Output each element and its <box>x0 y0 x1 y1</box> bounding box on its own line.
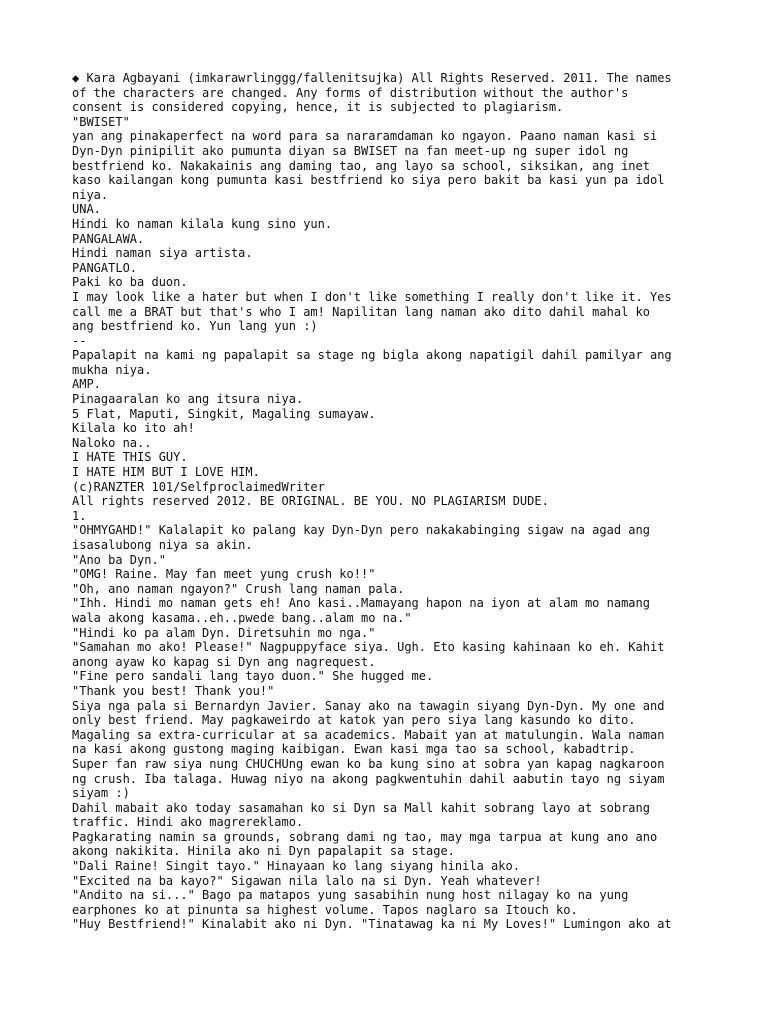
text-line: I HATE HIM BUT I LOVE HIM. <box>72 465 260 480</box>
text-line: Siya nga pala si Bernardyn Javier. Sanay ako na tawagin siyang Dyn-Dyn. My one and <box>72 698 665 713</box>
text-line: (c)RANZTER 101/SelfproclaimedWriter <box>72 479 325 494</box>
text-line: "Andito na si..." Bago pa matapos yung sasabihin nung host nilagay ko na yung <box>72 888 629 903</box>
text-line: "Fine pero sandali lang tayo duon." She hugged me. <box>72 669 434 684</box>
text-line: ang bestfriend ko. Yun lang yun :) <box>72 319 318 334</box>
text-line: call me a BRAT but that's who I am! Napilitan lang naman ako dito dahil mahal ko <box>72 304 650 319</box>
text-line: Super fan raw siya nung CHUCHUng ewan ko ba kung sino at sobra yan kapag nagkaroon <box>72 756 665 771</box>
text-line: "Dali Raine! Singit tayo." Hinayaan ko lang siyang hinila ako. <box>72 859 520 874</box>
text-line: ◆ Kara Agbayani (imkarawrlinggg/fallenitsujka) All Rights Reserved. 2011. The names <box>72 71 672 85</box>
text-line: PANGALAWA. <box>72 231 145 246</box>
text-line: isasalubong niya sa akin. <box>72 538 253 552</box>
text-line: "Hindi ko pa alam Dyn. Diretsuhin mo nga." <box>72 625 376 640</box>
text-line: I HATE THIS GUY. <box>72 450 188 465</box>
text-line: "Oh, ano naman ngayon?" Crush lang naman pala. <box>72 581 405 596</box>
text-line: Pagkarating namin sa grounds, sobrang dami ng tao, may mga tarpua at kung ano ano <box>72 829 658 844</box>
text-line: na kasi akong gustong maging kaibigan. Ewan kasi mga tao sa school, kabadtrip. <box>72 742 636 757</box>
text-line: -- <box>72 333 87 348</box>
text-line: "Huy Bestfriend!" Kinalabit ako ni Dyn. "Tinatawag ka ni My Loves!" Lumingon ako at <box>72 917 672 932</box>
text-line: earphones ko at pinunta sa highest volume. Tapos naglaro sa Itouch ko. <box>72 902 578 917</box>
text-line: "OHMYGAHD!" Kalalapit ko palang kay Dyn-Dyn pero nakakabinging sigaw na agad ang <box>72 523 650 538</box>
text-line: Hindi naman siya artista. <box>72 246 253 261</box>
text-line: bestfriend ko. Nakakainis ang daming tao, ang layo sa school, siksikan, ang inet <box>72 158 650 173</box>
text-line: kaso kailangan kong pumunta kasi bestfriend ko siya pero bakit ba kasi yun pa idol <box>72 173 665 188</box>
text-line: akong nakikita. Hinila ako ni Dyn papalapit sa stage. <box>72 844 455 859</box>
text-line: "Ano ba Dyn." <box>72 552 166 567</box>
text-line: "Excited na ba kayo?" Sigawan nila lalo na si Dyn. Yeah whatever! <box>72 873 542 888</box>
text-line: only best friend. May pagkaweirdo at katok yan pero siya lang kasundo ko dito. <box>72 713 636 728</box>
text-line: PANGATLO. <box>72 260 138 275</box>
text-line: Dahil mabait ako today sasamahan ko si Dyn sa Mall kahit sobrang layo at sobrang <box>72 800 650 815</box>
text-line: UNA. <box>72 202 101 217</box>
text-line: Naloko na.. <box>72 435 152 450</box>
text-line: "BWISET" <box>72 114 130 129</box>
text-line: mukha niya. <box>72 362 152 377</box>
text-line: Magaling sa extra-curricular at sa academics. Mabait yan at matulungin. Wala naman <box>72 727 665 742</box>
text-line: Kilala ko ito ah! <box>72 421 195 436</box>
text-line: "Thank you best! Thank you!" <box>72 683 275 698</box>
text-line: traffic. Hindi ako magrereklamo. <box>72 815 304 830</box>
text-line: Dyn-Dyn pinipilit ako pumunta diyan sa BWISET na fan meet-up ng super idol ng <box>72 143 629 158</box>
text-line: "OMG! Raine. May fan meet yung crush ko!!" <box>72 567 376 582</box>
text-line: siyam :) <box>72 786 130 801</box>
text-line: of the characters are changed. Any forms of distribution without the author's <box>72 85 629 100</box>
text-line: 5 Flat, Maputi, Singkit, Magaling sumayaw. <box>72 406 376 421</box>
text-line: yan ang pinakaperfect na word para sa nararamdaman ko ngayon. Paano naman kasi si <box>72 129 658 144</box>
text-line: 1. <box>72 508 87 523</box>
text-line: Paki ko ba duon. <box>72 275 188 290</box>
text-line: Hindi ko naman kilala kung sino yun. <box>72 216 333 231</box>
text-line: consent is considered copying, hence, it is subjected to plagiarism. <box>72 100 564 115</box>
text-line: Pinagaaralan ko ang itsura niya. <box>72 392 304 407</box>
text-line: wala akong kasama..eh..pwede bang..alam mo na." <box>72 610 412 625</box>
text-line: I may look like a hater but when I don't like something I really don't like it. Yes <box>72 289 672 304</box>
document-body <box>72 71 702 932</box>
text-line: All rights reserved 2012. BE ORIGINAL. BE YOU. NO PLAGIARISM DUDE. <box>72 494 549 509</box>
text-line: "Ihh. Hindi mo naman gets eh! Ano kasi..Mamayang hapon na iyon at alam mo namang <box>72 596 650 611</box>
text-line: AMP. <box>72 377 101 392</box>
text-line: anong ayaw ko kapag si Dyn ang nagrequest. <box>72 654 376 669</box>
text-line: ng crush. Iba talaga. Huwag niyo na akong pagkwentuhin dahil aabutin tayo ng siyam <box>72 771 665 786</box>
text-line: "Samahan mo ako! Please!" Nagpuppyface siya. Ugh. Eto kasing kahinaan ko eh. Kahit <box>72 640 665 655</box>
text-line: niya. <box>72 187 109 202</box>
text-line: Papalapit na kami ng papalapit sa stage ng bigla akong napatigil dahil pamilyar ang <box>72 348 672 363</box>
